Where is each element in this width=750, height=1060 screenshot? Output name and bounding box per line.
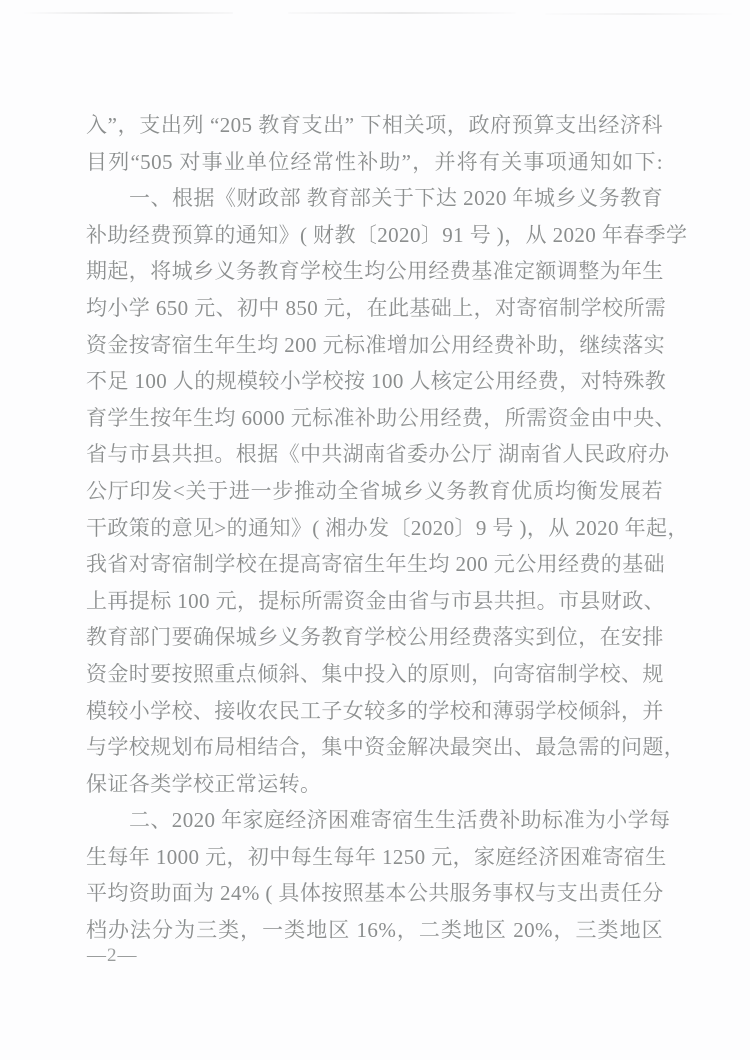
text-line-paragraph-2-start: 二、2020 年家庭经济困难寄宿生生活费补助标准为小学每 — [129, 808, 671, 833]
text-line: 不足 100 人的规模较小学校按 100 人核定公用经费，对特殊教 — [86, 369, 667, 394]
text-line: 公厅印发<关于进一步推动全省城乡义务教育优质均衡发展若 — [86, 478, 663, 503]
text-line: 目列“505 对事业单位经常性补助”，并将有关事项通知如下: — [86, 149, 663, 174]
text-line: 与学校规划布局相结合，集中资金解决最突出、最急需的问题， — [86, 735, 686, 760]
scan-artifact-streak — [288, 12, 516, 14]
text-line: 期起，将城乡义务教育学校生均公用经费基准定额调整为年生 — [86, 259, 664, 284]
text-line: 育学生按年生均 6000 元标准补助公用经费，所需资金由中央、 — [86, 405, 676, 430]
text-line-paragraph-1-end: 保证各类学校正常运转。 — [86, 771, 322, 796]
document-body — [86, 107, 689, 949]
scan-artifact-streak — [545, 13, 735, 15]
text-line: 平均资助面为 24% ( 具体按照基本公共服务事权与支出责任分 — [86, 881, 664, 906]
text-line: 模较小学校、接收农民工子女较多的学校和薄弱学校倾斜，并 — [86, 698, 664, 723]
text-line: 我省对寄宿制学校在提高寄宿生年生均 200 元公用经费的基础 — [86, 552, 665, 577]
text-line: 干政策的意见>的通知》( 湘办发〔2020〕9 号 )，从 2020 年起， — [86, 515, 689, 540]
text-line: 补助经费预算的通知》( 财教〔2020〕91 号 )，从 2020 年春季学 — [86, 222, 688, 247]
text-line: 档办法分为三类，一类地区 16%，二类地区 20%，三类地区 — [86, 918, 663, 943]
text-line: 入”，支出列 “205 教育支出” 下相关项，政府预算支出经济科 — [86, 113, 663, 137]
page-number: —2— — [87, 945, 138, 966]
text-line: 教育部门要确保城乡义务教育学校公用经费落实到位，在安排 — [86, 625, 664, 650]
text-line: 均小学 650 元、初中 850 元，在此基础上，对寄宿制学校所需 — [86, 295, 667, 320]
text-line-paragraph-1-start: 一、根据《财政部 教育部关于下达 2020 年城乡义务教育 — [129, 186, 663, 211]
scan-artifact-streak — [23, 12, 233, 14]
text-line: 生每年 1000 元，初中每生每年 1250 元，家庭经济困难寄宿生 — [86, 844, 667, 869]
text-line: 上再提标 100 元，提标所需资金由省与市县共担。市县财政、 — [86, 588, 665, 613]
text-line: 资金按寄宿生年生均 200 元标准增加公用经费补助，继续落实 — [86, 332, 665, 357]
text-line: 省与市县共担。根据《中共湖南省委办公厅 湖南省人民政府办 — [86, 442, 670, 467]
text-line: 资金时要按照重点倾斜、集中投入的原则，向寄宿制学校、规 — [86, 661, 664, 686]
